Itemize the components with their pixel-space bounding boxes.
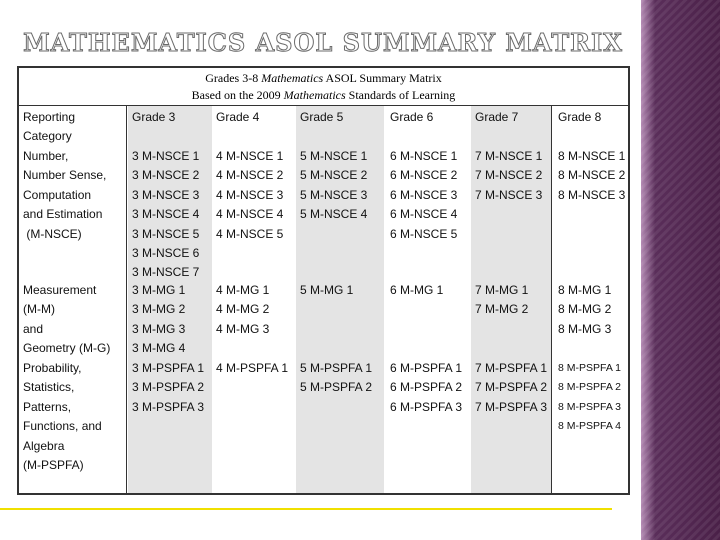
header-grade-5: Grade 5: [300, 110, 344, 124]
row-pspfa-category: Probability, Statistics, Patterns, Functions, and Algebra (M-PSPFA): [23, 361, 102, 473]
row-mg-category: Measurement (M-M) and Geometry (M-G): [23, 283, 111, 356]
row-nsce-grade-5: 5 M-NSCE 1 5 M-NSCE 2 5 M-NSCE 3 5 M-NSCE 4: [300, 149, 368, 222]
header-reporting-category: Reporting Category: [23, 110, 76, 144]
row-pspfa-grade-7: 7 M-PSPFA 1 7 M-PSPFA 2 7 M-PSPFA 3: [475, 361, 548, 414]
row-pspfa-grade-3: 3 M-PSPFA 1 3 M-PSPFA 2 3 M-PSPFA 3: [132, 361, 205, 414]
header-grade-7: Grade 7: [475, 110, 519, 124]
row-mg-grade-6: 6 M-MG 1: [390, 283, 444, 297]
page-title: MATHEMATICS ASOL SUMMARY MATRIX: [23, 28, 623, 57]
table-caption: [19, 68, 628, 106]
row-nsce-category: Number, Number Sense, Computation and Estimation (M-NSCE): [23, 149, 107, 241]
sidebar-decoration: [641, 0, 720, 540]
row-pspfa-grade-4: 4 M-PSPFA 1: [216, 361, 289, 375]
header-grade-3: Grade 3: [132, 110, 176, 124]
row-mg-grade-4: 4 M-MG 1 4 M-MG 2 4 M-MG 3: [216, 283, 270, 336]
row-mg-grade-8: 8 M-MG 1 8 M-MG 2 8 M-MG 3: [558, 283, 612, 336]
header-grade-4: Grade 4: [216, 110, 260, 124]
row-nsce-grade-4: 4 M-NSCE 1 4 M-NSCE 2 4 M-NSCE 3 4 M-NSCE 4 4 M-NSCE 5: [216, 149, 284, 241]
row-nsce-grade-6: 6 M-NSCE 1 6 M-NSCE 2 6 M-NSCE 3 6 M-NSCE 4 6 M-NSCE 5: [390, 149, 458, 241]
row-nsce-grade-7: 7 M-NSCE 1 7 M-NSCE 2 7 M-NSCE 3: [475, 149, 543, 202]
row-pspfa-grade-8: 8 M-PSPFA 1 8 M-PSPFA 2 8 M-PSPFA 3 8 M-PSPFA 4: [558, 362, 622, 433]
summary-matrix-table: [17, 66, 630, 495]
caption-line-1: Grades 3-8 Mathematics ASOL Summary Matrix: [205, 71, 442, 85]
header-grade-6: Grade 6: [390, 110, 434, 124]
row-nsce-grade-3: 3 M-NSCE 1 3 M-NSCE 2 3 M-NSCE 3 3 M-NSCE 4 3 M-NSCE 5 3 M-NSCE 6 3 M-NSCE 7: [132, 149, 200, 280]
caption-line-2: Based on the 2009 Mathematics Standards of Learning: [191, 88, 456, 102]
header-grade-8: Grade 8: [558, 110, 602, 124]
row-pspfa-grade-6: 6 M-PSPFA 1 6 M-PSPFA 2 6 M-PSPFA 3: [390, 361, 463, 414]
row-mg-grade-5: 5 M-MG 1: [300, 283, 354, 297]
column-divider: [551, 106, 552, 493]
row-nsce-grade-8: 8 M-NSCE 1 8 M-NSCE 2 8 M-NSCE 3: [558, 149, 626, 202]
row-mg-grade-3: 3 M-MG 1 3 M-MG 2 3 M-MG 3 3 M-MG 4: [132, 283, 186, 356]
row-mg-grade-7: 7 M-MG 1 7 M-MG 2: [475, 283, 529, 317]
accent-line: [0, 508, 612, 510]
row-pspfa-grade-5: 5 M-PSPFA 1 5 M-PSPFA 2: [300, 361, 373, 395]
column-divider: [126, 106, 127, 493]
